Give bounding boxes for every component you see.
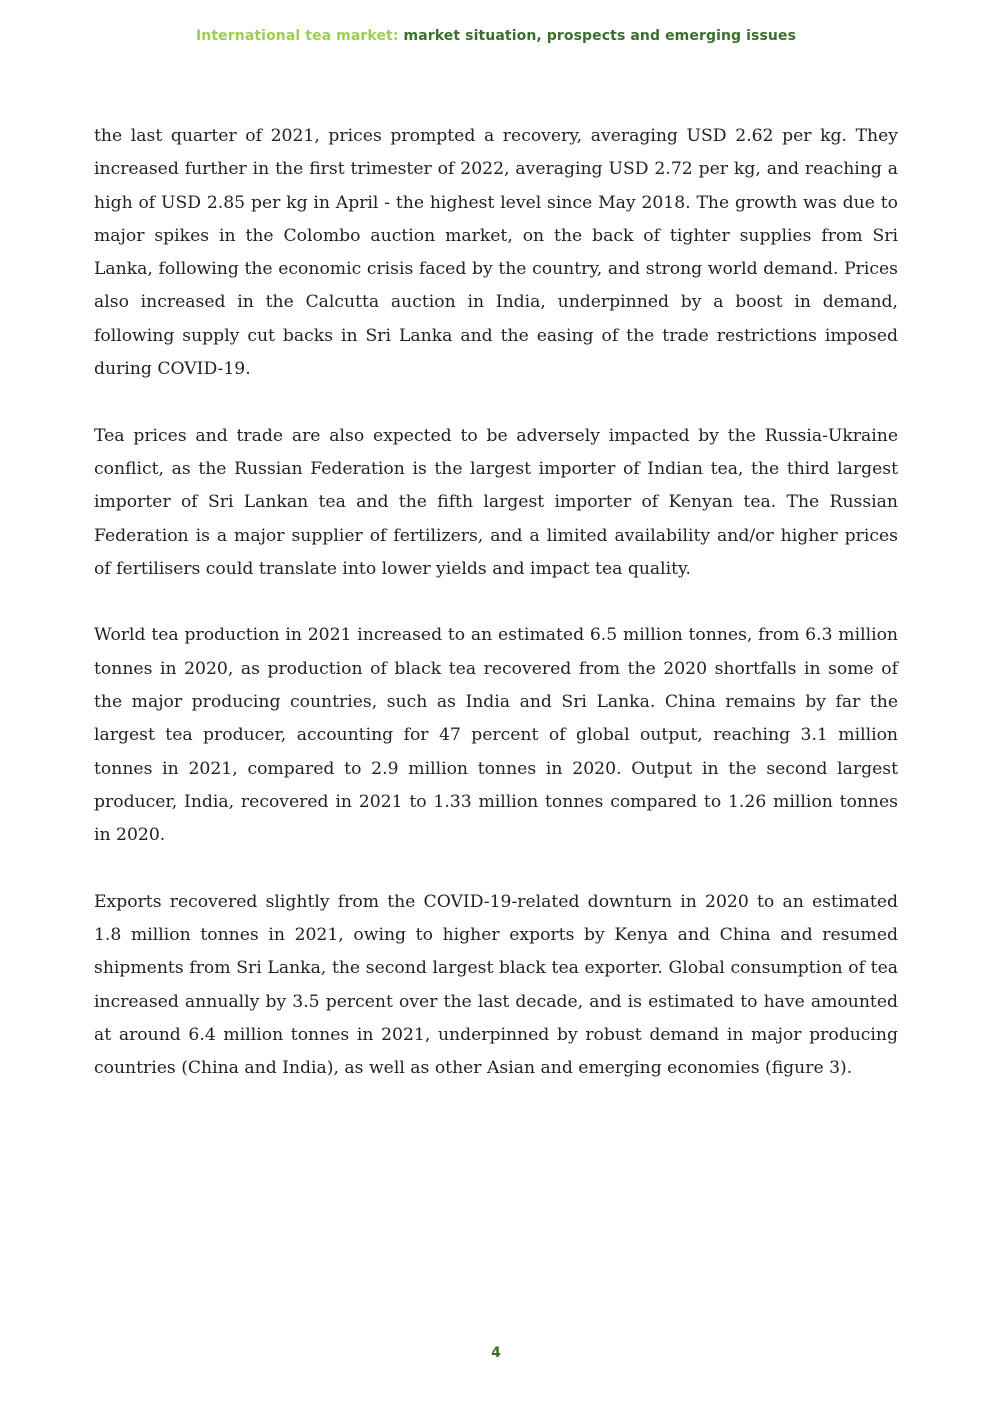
body-text <box>94 120 898 1119</box>
paragraph-world-production: World tea production in 2021 increased to an estimated 6.5 million tonnes, from 6.3 million tonnes in 2020, as production of black tea recovered from the 2020 shortfalls in some of the major producing countries, such as India and Sri Lanka. China remains by far the largest tea producer, accounting for 47 percent of global output, reaching 3.1 million tonnes in 2021, compared to 2.9 million tonnes in 2020. Output in the second largest producer, India, recovered in 2021 to 1.33 million tonnes compared to 1.26 million tonnes in 2020. <box>94 625 898 846</box>
running-header <box>0 28 992 44</box>
header-title-lead: International tea market: <box>196 28 399 44</box>
paragraph-russia-ukraine: Tea prices and trade are also expected to be adversely impacted by the Russia-Ukraine conflict, as the Russian Federation is the largest importer of Indian tea, the third largest importer of Sri Lankan tea and the fifth largest importer of Kenyan tea. The Russian Federation is a major supplier of fertilizers, and a limited availability and/or higher prices of fertilisers could translate into lower yields and impact tea quality. <box>94 425 898 579</box>
paragraph-exports-consumption: Exports recovered slightly from the COVID-19-related downturn in 2020 to an estimated 1.8 million tonnes in 2021, owing to higher exports by Kenya and China and resumed shipments from Sri Lanka, the second largest black tea exporter. Global consumption of tea increased annually by 3.5 percent over the last decade, and is estimated to have amounted at around 6.4 million tonnes in 2021, underpinned by robust demand in major producing countries (China and India), as well as other Asian and emerging economies (figure 3). <box>94 891 898 1079</box>
paragraph-prices-recovery: the last quarter of 2021, prices prompted a recovery, averaging USD 2.62 per kg. They increased further in the first trimester of 2022, averaging USD 2.72 per kg, and reaching a high of USD 2.85 per kg in April - the highest level since May 2018. The growth was due to major spikes in the Colombo auction market, on the back of tighter supplies from Sri Lanka, following the economic crisis faced by the country, and strong world demand. Prices also increased in the Calcutta auction in India, underpinned by a boost in demand, following supply cut backs in Sri Lanka and the easing of the trade restrictions imposed during COVID-19. <box>94 126 898 380</box>
header-title-rest: market situation, prospects and emerging issues <box>403 28 796 44</box>
page-number: 4 <box>491 1345 501 1361</box>
